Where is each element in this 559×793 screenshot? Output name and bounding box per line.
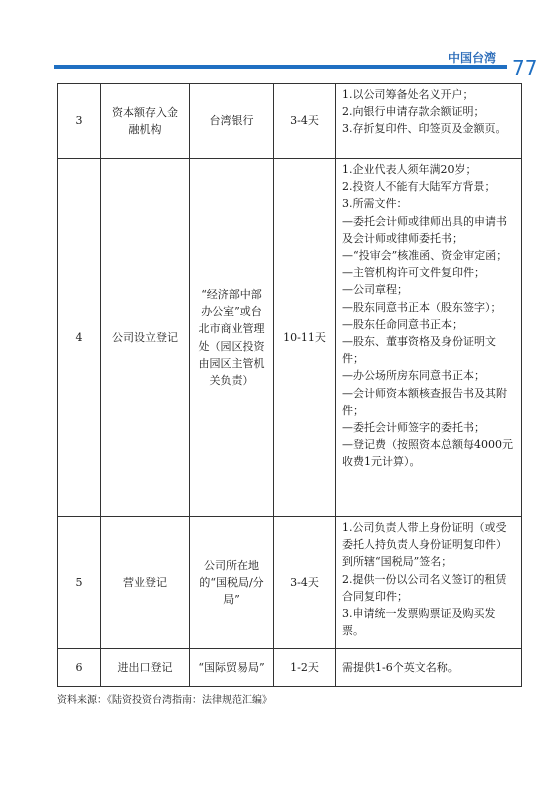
header-rule <box>54 65 507 69</box>
cell-time: 10-11天 <box>274 159 336 517</box>
table-row <box>58 649 522 687</box>
header-title: 中国台湾 <box>448 51 497 65</box>
detail-line: —股东任命同意书正本； <box>342 317 463 331</box>
detail-line: —委托会计师或律师出具的申请书及会计师或律师委托书； <box>342 214 507 245</box>
table-row <box>58 84 522 159</box>
detail-line: —股东、董事资格及身份证明文件； <box>342 335 496 366</box>
cell-item: 公司设立登记 <box>101 159 190 517</box>
cell-item: 资本额存入金融机构 <box>101 84 190 159</box>
cell-details <box>336 649 522 687</box>
detail-line: 需提供1-6个英文名称。 <box>342 660 459 674</box>
detail-line: 1.公司负责人带上身份证明（或受委托人持负责人身份证明复印件）到所辖“国税局”签名； <box>342 521 507 569</box>
cell-no: 4 <box>58 159 101 517</box>
source-note: 资料来源：《陆资投资台湾指南：法律规范汇编》 <box>57 695 272 706</box>
detail-line: 1.企业代表人须年满20岁； <box>342 163 477 176</box>
cell-agency: 台湾银行 <box>190 84 274 159</box>
cell-details <box>336 159 522 517</box>
detail-line: —主管机构许可文件复印件； <box>342 266 485 280</box>
cell-time: 3-4天 <box>274 84 336 159</box>
cell-agency: “经济部中部办公室”或台北市商业管理处（园区投资由园区主管机关负责） <box>190 159 274 517</box>
cell-details <box>336 517 522 649</box>
detail-line: 1.以公司筹备处名义开户； <box>342 88 474 101</box>
table-row <box>58 517 522 649</box>
detail-line: —股东同意书正本（股东签字）； <box>342 300 502 314</box>
cell-item: 进出口登记 <box>101 649 190 687</box>
detail-line: —公司章程； <box>342 283 408 297</box>
detail-line: 3.存折复印件、印签页及金额页。 <box>342 122 507 136</box>
table-row <box>58 159 522 517</box>
page-number: 77 <box>512 56 538 80</box>
cell-no: 5 <box>58 517 101 649</box>
cell-item: 营业登记 <box>101 517 190 649</box>
detail-line: 3.申请统一发票购票证及购买发票。 <box>342 607 496 638</box>
detail-line: —登记费（按照资本总额每4000元收费1元计算）。 <box>342 438 513 469</box>
detail-line: —办公场所房东同意书正本； <box>342 369 485 383</box>
cell-no: 6 <box>58 649 101 687</box>
detail-line: —委托会计师签字的委托书； <box>342 421 485 435</box>
detail-line: —会计师资本额核查报告书及其附件； <box>342 386 507 417</box>
detail-line: 2.投资人不能有大陆军方背景； <box>342 180 496 194</box>
detail-line: 2.提供一份以公司名义签订的租赁合同复印件； <box>342 572 507 603</box>
cell-details <box>336 84 522 159</box>
cell-no: 3 <box>58 84 101 159</box>
cell-time: 3-4天 <box>274 517 336 649</box>
detail-line: 2.向银行申请存款余额证明； <box>342 105 485 119</box>
detail-line: —“投审会”核准函、资金审定函； <box>342 249 508 263</box>
cell-agency: “国际贸易局” <box>190 649 274 687</box>
registration-steps-table <box>57 83 522 687</box>
cell-agency: 公司所在地的“国税局/分局” <box>190 517 274 649</box>
cell-time: 1-2天 <box>274 649 336 687</box>
detail-line: 3.所需文件： <box>342 197 408 211</box>
